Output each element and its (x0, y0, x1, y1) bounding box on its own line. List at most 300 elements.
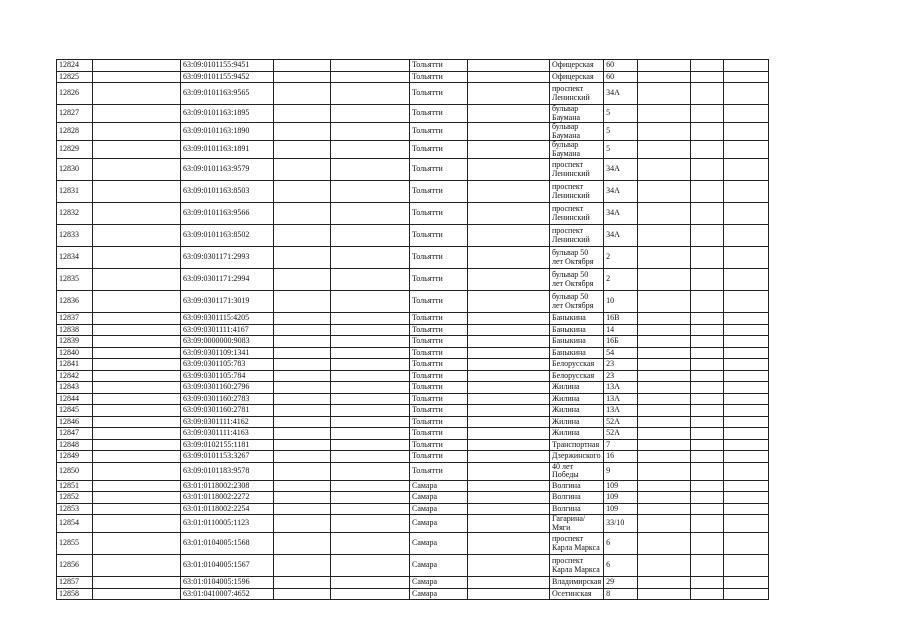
city-cell: Тольятти (410, 225, 468, 247)
empty-cell (638, 291, 691, 313)
street-cell: бульвар Баумана (550, 105, 604, 123)
empty-cell (274, 269, 331, 291)
row-number-cell: 12850 (57, 462, 93, 480)
street-cell: Волгина (550, 480, 604, 492)
row-number-cell: 12841 (57, 359, 93, 371)
empty-cell (468, 382, 550, 394)
empty-cell (724, 71, 769, 83)
empty-cell (638, 60, 691, 72)
city-cell: Тольятти (410, 269, 468, 291)
empty-cell (638, 428, 691, 440)
city-cell: Тольятти (410, 83, 468, 105)
empty-cell (468, 181, 550, 203)
empty-cell (638, 515, 691, 533)
row-number-cell: 12842 (57, 370, 93, 382)
empty-cell (638, 492, 691, 504)
empty-cell (274, 393, 331, 405)
street-cell: Жилина (550, 428, 604, 440)
empty-cell (724, 123, 769, 141)
row-number-cell: 12830 (57, 159, 93, 181)
row-number-cell: 12853 (57, 503, 93, 515)
empty-cell (274, 370, 331, 382)
empty-cell (331, 382, 410, 394)
row-number-cell: 12858 (57, 588, 93, 600)
empty-cell (274, 480, 331, 492)
house-number-cell: 60 (604, 60, 638, 72)
empty-cell (724, 405, 769, 417)
street-cell: проспект Карла Маркса (550, 533, 604, 555)
table-row (57, 393, 769, 405)
empty-cell (274, 492, 331, 504)
cadastral-number-cell: 63:09:0301105:783 (181, 359, 274, 371)
empty-cell (331, 588, 410, 600)
city-cell: Тольятти (410, 324, 468, 336)
empty-cell (724, 382, 769, 394)
empty-cell (724, 451, 769, 463)
empty-cell (724, 503, 769, 515)
empty-cell (93, 382, 181, 394)
empty-cell (724, 291, 769, 313)
table-row (57, 515, 769, 533)
empty-cell (93, 393, 181, 405)
cadastral-number-cell: 63:09:0101163:1891 (181, 141, 274, 159)
empty-cell (468, 159, 550, 181)
cadastral-number-cell: 63:09:0101163:9566 (181, 203, 274, 225)
row-number-cell: 12825 (57, 71, 93, 83)
empty-cell (331, 324, 410, 336)
empty-cell (93, 503, 181, 515)
empty-cell (331, 336, 410, 348)
empty-cell (274, 203, 331, 225)
empty-cell (468, 203, 550, 225)
cadastral-number-cell: 63:09:0301111:4163 (181, 428, 274, 440)
empty-cell (638, 451, 691, 463)
cadastral-number-cell: 63:01:0110005:1123 (181, 515, 274, 533)
empty-cell (724, 313, 769, 325)
empty-cell (691, 480, 724, 492)
cadastral-number-cell: 63:09:0301111:4167 (181, 324, 274, 336)
empty-cell (638, 324, 691, 336)
street-cell: проспект Ленинский (550, 83, 604, 105)
street-cell: 40 лет Победы (550, 462, 604, 480)
empty-cell (93, 492, 181, 504)
empty-cell (468, 60, 550, 72)
empty-cell (724, 347, 769, 359)
table-row (57, 105, 769, 123)
empty-cell (93, 83, 181, 105)
empty-cell (638, 588, 691, 600)
table-row (57, 225, 769, 247)
empty-cell (638, 347, 691, 359)
empty-cell (638, 359, 691, 371)
empty-cell (274, 382, 331, 394)
table-row (57, 492, 769, 504)
empty-cell (468, 439, 550, 451)
city-cell: Тольятти (410, 291, 468, 313)
table-row (57, 439, 769, 451)
empty-cell (331, 123, 410, 141)
empty-cell (724, 370, 769, 382)
empty-cell (274, 428, 331, 440)
empty-cell (468, 313, 550, 325)
house-number-cell: 2 (604, 269, 638, 291)
empty-cell (331, 577, 410, 589)
cadastral-number-cell: 63:09:0101163:1895 (181, 105, 274, 123)
table-row (57, 71, 769, 83)
empty-cell (691, 439, 724, 451)
empty-cell (691, 577, 724, 589)
street-cell: бульвар Баумана (550, 123, 604, 141)
street-cell: Баныкина (550, 347, 604, 359)
cadastral-number-cell: 63:09:0101183:9578 (181, 462, 274, 480)
empty-cell (691, 428, 724, 440)
empty-cell (638, 105, 691, 123)
empty-cell (724, 141, 769, 159)
empty-cell (691, 359, 724, 371)
cadastral-number-cell: 63:09:0301115:4205 (181, 313, 274, 325)
empty-cell (93, 336, 181, 348)
row-number-cell: 12826 (57, 83, 93, 105)
empty-cell (274, 336, 331, 348)
empty-cell (93, 451, 181, 463)
empty-cell (93, 555, 181, 577)
row-number-cell: 12835 (57, 269, 93, 291)
empty-cell (691, 181, 724, 203)
empty-cell (274, 577, 331, 589)
city-cell: Тольятти (410, 451, 468, 463)
empty-cell (638, 71, 691, 83)
empty-cell (331, 291, 410, 313)
empty-cell (691, 159, 724, 181)
street-cell: Баныкина (550, 313, 604, 325)
table-row (57, 480, 769, 492)
house-number-cell: 5 (604, 123, 638, 141)
empty-cell (331, 203, 410, 225)
house-number-cell: 2 (604, 247, 638, 269)
city-cell: Тольятти (410, 247, 468, 269)
street-cell: Жилина (550, 416, 604, 428)
cadastral-number-cell: 63:09:0101163:1890 (181, 123, 274, 141)
empty-cell (468, 247, 550, 269)
city-cell: Самара (410, 533, 468, 555)
table-row (57, 577, 769, 589)
table-row (57, 291, 769, 313)
empty-cell (691, 416, 724, 428)
empty-cell (331, 480, 410, 492)
street-cell: проспект Ленинский (550, 203, 604, 225)
empty-cell (691, 60, 724, 72)
empty-cell (724, 416, 769, 428)
empty-cell (331, 225, 410, 247)
empty-cell (691, 515, 724, 533)
house-number-cell: 5 (604, 105, 638, 123)
empty-cell (331, 269, 410, 291)
empty-cell (93, 247, 181, 269)
cadastral-number-cell: 63:01:0104005:1567 (181, 555, 274, 577)
house-number-cell: 52А (604, 428, 638, 440)
cadastral-number-cell: 63:09:0301171:2993 (181, 247, 274, 269)
city-cell: Тольятти (410, 181, 468, 203)
row-number-cell: 12846 (57, 416, 93, 428)
empty-cell (331, 439, 410, 451)
house-number-cell: 109 (604, 492, 638, 504)
empty-cell (274, 588, 331, 600)
house-number-cell: 16В (604, 313, 638, 325)
empty-cell (724, 428, 769, 440)
city-cell: Тольятти (410, 359, 468, 371)
empty-cell (93, 428, 181, 440)
street-cell: проспект Карла Маркса (550, 555, 604, 577)
city-cell: Тольятти (410, 370, 468, 382)
row-number-cell: 12829 (57, 141, 93, 159)
house-number-cell: 6 (604, 555, 638, 577)
empty-cell (93, 159, 181, 181)
empty-cell (274, 181, 331, 203)
cadastral-number-cell: 63:09:0301160:2783 (181, 393, 274, 405)
cadastral-number-cell: 63:01:0118002:2272 (181, 492, 274, 504)
empty-cell (93, 480, 181, 492)
empty-cell (691, 370, 724, 382)
empty-cell (691, 83, 724, 105)
empty-cell (468, 105, 550, 123)
empty-cell (274, 60, 331, 72)
empty-cell (638, 533, 691, 555)
empty-cell (638, 203, 691, 225)
street-cell: Жилина (550, 393, 604, 405)
empty-cell (724, 439, 769, 451)
house-number-cell: 29 (604, 577, 638, 589)
empty-cell (724, 588, 769, 600)
row-number-cell: 12854 (57, 515, 93, 533)
empty-cell (93, 181, 181, 203)
street-cell: Офицерская (550, 71, 604, 83)
table-row (57, 269, 769, 291)
row-number-cell: 12824 (57, 60, 93, 72)
empty-cell (331, 462, 410, 480)
empty-cell (274, 291, 331, 313)
row-number-cell: 12856 (57, 555, 93, 577)
cadastral-number-cell: 63:01:0104005:1568 (181, 533, 274, 555)
row-number-cell: 12848 (57, 439, 93, 451)
empty-cell (93, 588, 181, 600)
empty-cell (331, 359, 410, 371)
city-cell: Самара (410, 503, 468, 515)
house-number-cell: 16 (604, 451, 638, 463)
city-cell: Тольятти (410, 141, 468, 159)
empty-cell (638, 416, 691, 428)
empty-cell (691, 203, 724, 225)
row-number-cell: 12857 (57, 577, 93, 589)
street-cell: Дзержинского (550, 451, 604, 463)
empty-cell (274, 71, 331, 83)
empty-cell (638, 123, 691, 141)
empty-cell (691, 393, 724, 405)
cadastral-number-cell: 63:09:0101163:9579 (181, 159, 274, 181)
house-number-cell: 7 (604, 439, 638, 451)
empty-cell (638, 225, 691, 247)
empty-cell (468, 533, 550, 555)
street-cell: Офицерская (550, 60, 604, 72)
empty-cell (468, 555, 550, 577)
empty-cell (691, 141, 724, 159)
empty-cell (93, 71, 181, 83)
empty-cell (93, 105, 181, 123)
empty-cell (331, 503, 410, 515)
row-number-cell: 12855 (57, 533, 93, 555)
empty-cell (724, 492, 769, 504)
row-number-cell: 12833 (57, 225, 93, 247)
house-number-cell: 23 (604, 359, 638, 371)
city-cell: Тольятти (410, 105, 468, 123)
city-cell: Тольятти (410, 439, 468, 451)
city-cell: Самара (410, 555, 468, 577)
house-number-cell: 34А (604, 203, 638, 225)
street-cell: Баныкина (550, 324, 604, 336)
empty-cell (93, 370, 181, 382)
empty-cell (638, 370, 691, 382)
table-row (57, 416, 769, 428)
empty-cell (331, 393, 410, 405)
table-row (57, 462, 769, 480)
empty-cell (691, 324, 724, 336)
empty-cell (468, 492, 550, 504)
table-row (57, 83, 769, 105)
empty-cell (691, 451, 724, 463)
empty-cell (331, 492, 410, 504)
house-number-cell: 13А (604, 382, 638, 394)
empty-cell (331, 370, 410, 382)
row-number-cell: 12832 (57, 203, 93, 225)
empty-cell (691, 405, 724, 417)
street-cell: бульвар 50 лет Октября (550, 291, 604, 313)
empty-cell (274, 83, 331, 105)
row-number-cell: 12852 (57, 492, 93, 504)
empty-cell (331, 347, 410, 359)
empty-cell (331, 105, 410, 123)
registry-table (56, 59, 769, 600)
empty-cell (724, 480, 769, 492)
city-cell: Самара (410, 515, 468, 533)
empty-cell (274, 462, 331, 480)
empty-cell (468, 225, 550, 247)
cadastral-number-cell: 63:09:0301109:1341 (181, 347, 274, 359)
empty-cell (691, 336, 724, 348)
row-number-cell: 12840 (57, 347, 93, 359)
empty-cell (331, 555, 410, 577)
house-number-cell: 10 (604, 291, 638, 313)
empty-cell (274, 313, 331, 325)
empty-cell (274, 533, 331, 555)
house-number-cell: 54 (604, 347, 638, 359)
empty-cell (468, 515, 550, 533)
empty-cell (691, 492, 724, 504)
empty-cell (638, 313, 691, 325)
table-row (57, 324, 769, 336)
empty-cell (331, 60, 410, 72)
city-cell: Тольятти (410, 405, 468, 417)
cadastral-number-cell: 63:09:0101153:3267 (181, 451, 274, 463)
table-row (57, 359, 769, 371)
empty-cell (724, 555, 769, 577)
empty-cell (274, 247, 331, 269)
empty-cell (691, 269, 724, 291)
street-cell: бульвар 50 лет Октября (550, 269, 604, 291)
empty-cell (274, 324, 331, 336)
empty-cell (93, 291, 181, 313)
empty-cell (331, 181, 410, 203)
empty-cell (331, 313, 410, 325)
empty-cell (724, 83, 769, 105)
empty-cell (468, 83, 550, 105)
house-number-cell: 34А (604, 181, 638, 203)
city-cell: Тольятти (410, 60, 468, 72)
cadastral-number-cell: 63:09:0301171:2994 (181, 269, 274, 291)
empty-cell (691, 382, 724, 394)
house-number-cell: 8 (604, 588, 638, 600)
empty-cell (274, 141, 331, 159)
empty-cell (468, 336, 550, 348)
table-row (57, 382, 769, 394)
empty-cell (468, 141, 550, 159)
cadastral-number-cell: 63:09:0101163:8503 (181, 181, 274, 203)
empty-cell (274, 105, 331, 123)
empty-cell (724, 533, 769, 555)
empty-cell (638, 393, 691, 405)
house-number-cell: 109 (604, 503, 638, 515)
empty-cell (691, 291, 724, 313)
empty-cell (274, 439, 331, 451)
house-number-cell: 9 (604, 462, 638, 480)
empty-cell (691, 347, 724, 359)
city-cell: Самара (410, 577, 468, 589)
empty-cell (93, 225, 181, 247)
street-cell: Жилина (550, 382, 604, 394)
empty-cell (274, 451, 331, 463)
street-cell: Белорусская (550, 359, 604, 371)
empty-cell (468, 588, 550, 600)
empty-cell (93, 123, 181, 141)
empty-cell (724, 359, 769, 371)
street-cell: Жилина (550, 405, 604, 417)
cadastral-number-cell: 63:01:0104005:1596 (181, 577, 274, 589)
city-cell: Тольятти (410, 123, 468, 141)
city-cell: Тольятти (410, 347, 468, 359)
house-number-cell: 52А (604, 416, 638, 428)
row-number-cell: 12837 (57, 313, 93, 325)
empty-cell (93, 577, 181, 589)
street-cell: Владимирская (550, 577, 604, 589)
street-cell: проспект Ленинский (550, 225, 604, 247)
empty-cell (724, 515, 769, 533)
house-number-cell: 34А (604, 225, 638, 247)
row-number-cell: 12851 (57, 480, 93, 492)
empty-cell (724, 269, 769, 291)
empty-cell (331, 515, 410, 533)
empty-cell (638, 462, 691, 480)
empty-cell (274, 405, 331, 417)
city-cell: Тольятти (410, 159, 468, 181)
empty-cell (93, 60, 181, 72)
empty-cell (724, 60, 769, 72)
empty-cell (331, 405, 410, 417)
empty-cell (468, 359, 550, 371)
table-row (57, 141, 769, 159)
table-row (57, 159, 769, 181)
empty-cell (274, 123, 331, 141)
empty-cell (638, 247, 691, 269)
cadastral-number-cell: 63:09:0000000:9083 (181, 336, 274, 348)
street-cell: Волгина (550, 492, 604, 504)
